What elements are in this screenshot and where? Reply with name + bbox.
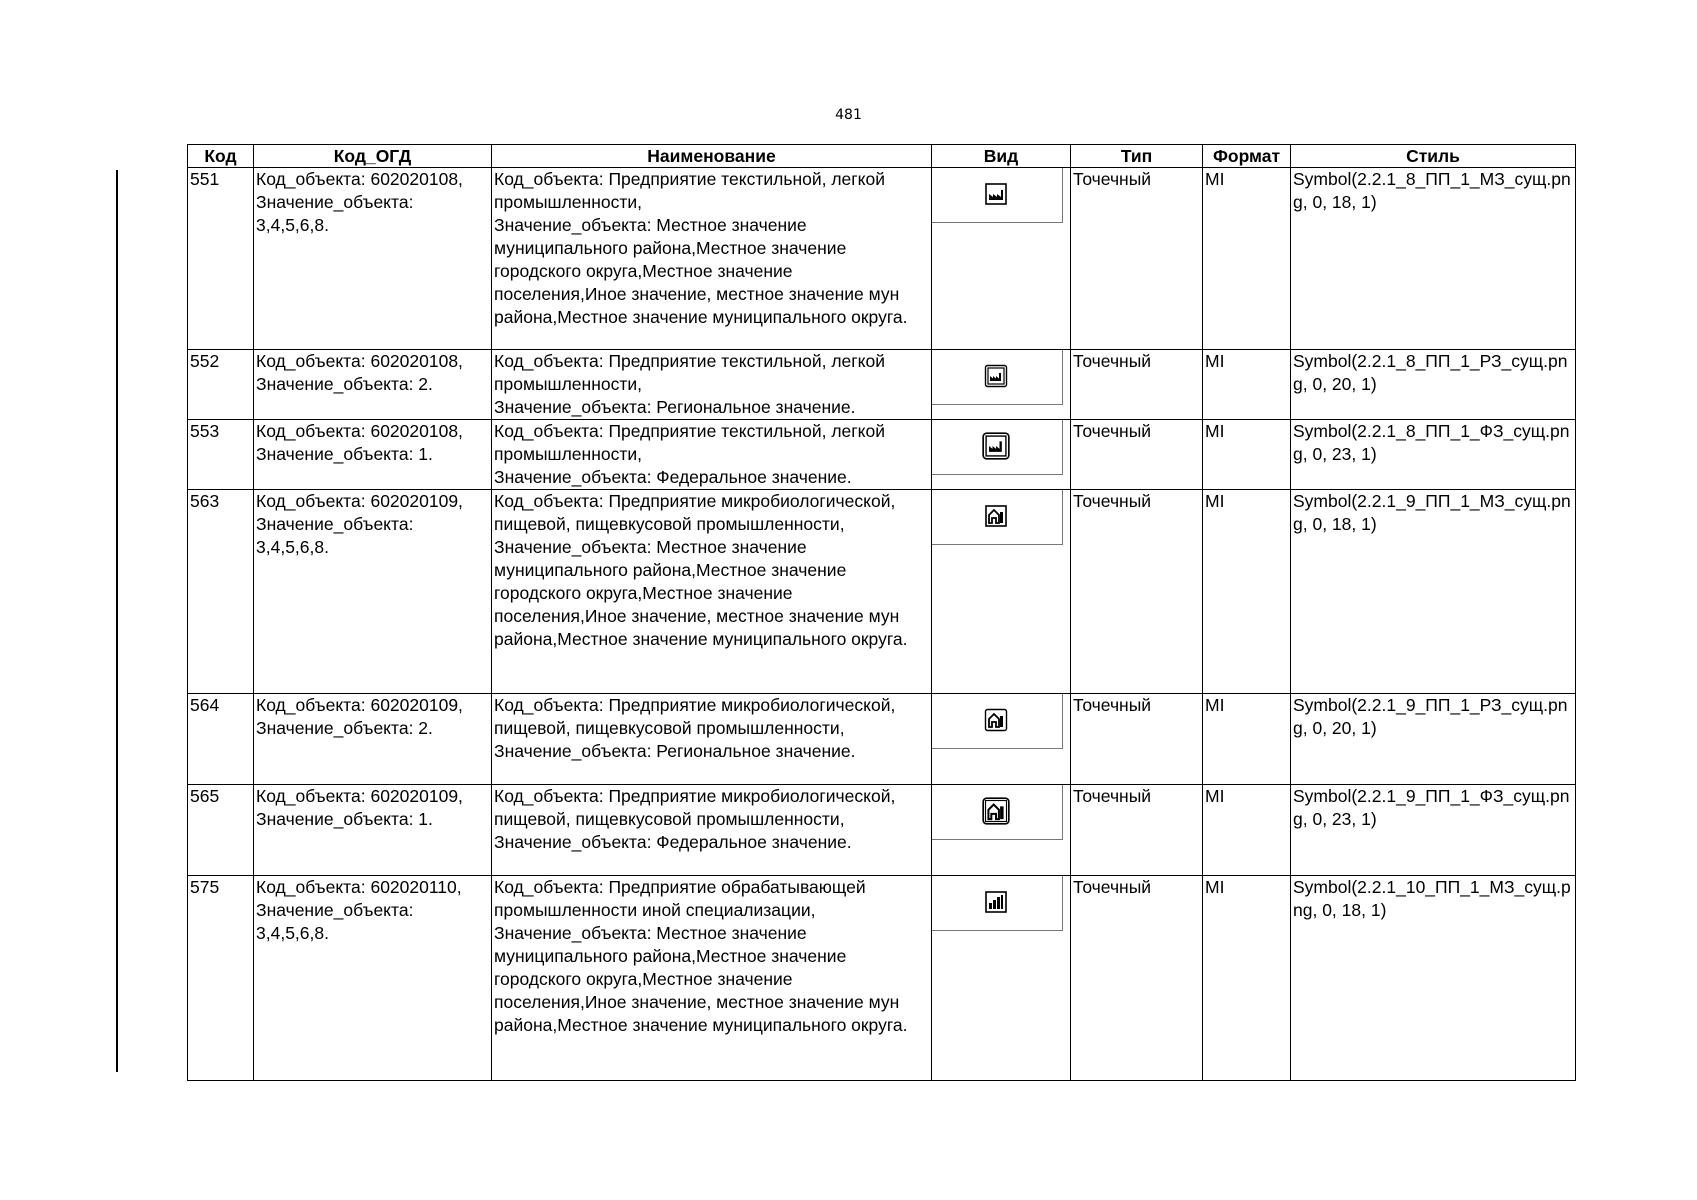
cell-type: Точечный [1071,350,1203,420]
header-kod: Код [188,145,254,168]
cell-view [932,694,1071,785]
page-number: 481 [835,107,862,123]
cell-view [932,420,1071,490]
cell-kod: 575 [188,876,254,1081]
cell-format: MI [1203,420,1291,490]
symbol-preview [932,694,1063,749]
cell-view [932,785,1071,876]
cell-kod-ogd: Код_объекта: 602020108, Значение_объекта: 3,4,5,6,8. [254,168,492,350]
cell-type: Точечный [1071,694,1203,785]
cell-kod: 551 [188,168,254,350]
cell-style: Symbol(2.2.1_8_ПП_1_ФЗ_сущ.png, 0, 23, 1) [1291,420,1576,490]
cell-type: Точечный [1071,785,1203,876]
symbol-preview [932,876,1063,931]
symbol-registry-table [187,144,1576,1081]
table-row [188,490,1576,694]
cell-type: Точечный [1071,168,1203,350]
food-industry-regional-icon [984,708,1008,732]
header-row [188,145,1576,168]
factory-local-icon [984,182,1008,206]
cell-style: Symbol(2.2.1_9_ПП_1_МЗ_сущ.png, 0, 18, 1) [1291,490,1576,694]
cell-format: MI [1203,876,1291,1081]
cell-name: Код_объекта: Предприятие микробиологической, пищевой, пищевкусовой промышленности, Значение_объекта: Федеральное значение. [492,785,932,876]
cell-kod: 563 [188,490,254,694]
cell-format: MI [1203,490,1291,694]
cell-style: Symbol(2.2.1_8_ПП_1_РЗ_сущ.png, 0, 20, 1) [1291,350,1576,420]
cell-style: Symbol(2.2.1_9_ПП_1_ФЗ_сущ.png, 0, 23, 1) [1291,785,1576,876]
cell-name: Код_объекта: Предприятие текстильной, легкой промышленности, Значение_объекта: Местное значение муниципального района,Местное значение городского округа,Местное значение поселения,Иное значение, местное значение мун района,Местное значение муниципального округа. [492,168,932,350]
cell-type: Точечный [1071,876,1203,1081]
cell-kod-ogd: Код_объекта: 602020108, Значение_объекта: 2. [254,350,492,420]
cell-kod-ogd: Код_объекта: 602020109, Значение_объекта: 1. [254,785,492,876]
cell-format: MI [1203,168,1291,350]
header-kod-ogd: Код_ОГД [254,145,492,168]
table-row [188,785,1576,876]
header-type: Тип [1071,145,1203,168]
cell-name: Код_объекта: Предприятие микробиологической, пищевой, пищевкусовой промышленности, Значение_объекта: Местное значение муниципального района,Местное значение городского округа,Местное значение поселения,Иное значение, местное значение мун района,Местное значение муниципального округа. [492,490,932,694]
header-style: Стиль [1291,145,1576,168]
food-industry-federal-icon [982,797,1010,825]
header-name: Наименование [492,145,932,168]
table-row [188,350,1576,420]
cell-style: Symbol(2.2.1_8_ПП_1_МЗ_сущ.png, 0, 18, 1) [1291,168,1576,350]
cell-format: MI [1203,350,1291,420]
header-format: Формат [1203,145,1291,168]
cell-view [932,490,1071,694]
cell-kod: 553 [188,420,254,490]
cell-kod-ogd: Код_объекта: 602020110, Значение_объекта: 3,4,5,6,8. [254,876,492,1081]
cell-kod: 564 [188,694,254,785]
cell-kod: 565 [188,785,254,876]
symbol-preview [932,490,1063,545]
table-row [188,876,1576,1081]
cell-name: Код_объекта: Предприятие микробиологической, пищевой, пищевкусовой промышленности, Значение_объекта: Региональное значение. [492,694,932,785]
table-row [188,168,1576,350]
cell-type: Точечный [1071,490,1203,694]
margin-line [116,170,118,1072]
cell-style: Symbol(2.2.1_10_ПП_1_МЗ_сущ.png, 0, 18, 1) [1291,876,1576,1081]
header-view: Вид [932,145,1071,168]
cell-view [932,350,1071,420]
table-row [188,694,1576,785]
cell-kod: 552 [188,350,254,420]
symbol-preview [932,420,1063,475]
cell-kod-ogd: Код_объекта: 602020109, Значение_объекта: 2. [254,694,492,785]
cell-view [932,876,1071,1081]
cell-format: MI [1203,785,1291,876]
food-industry-local-icon [984,504,1008,528]
cell-name: Код_объекта: Предприятие текстильной, легкой промышленности, Значение_объекта: Региональное значение. [492,350,932,420]
cell-kod-ogd: Код_объекта: 602020109, Значение_объекта: 3,4,5,6,8. [254,490,492,694]
symbol-preview [932,350,1063,405]
cell-type: Точечный [1071,420,1203,490]
cell-name: Код_объекта: Предприятие обрабатывающей промышленности иной специализации, Значение_объекта: Местное значение муниципального района,Местное значение городского округа,Местное значение поселения,Иное значение, местное значение мун района,Местное значение муниципального округа. [492,876,932,1081]
cell-kod-ogd: Код_объекта: 602020108, Значение_объекта: 1. [254,420,492,490]
symbol-preview [932,168,1063,223]
cell-name: Код_объекта: Предприятие текстильной, легкой промышленности, Значение_объекта: Федеральное значение. [492,420,932,490]
symbol-preview [932,785,1063,840]
factory-federal-icon [982,432,1010,460]
cell-format: MI [1203,694,1291,785]
cell-style: Symbol(2.2.1_9_ПП_1_РЗ_сущ.png, 0, 20, 1) [1291,694,1576,785]
factory-regional-icon [984,364,1008,388]
table-row [188,420,1576,490]
cell-view [932,168,1071,350]
manufacturing-local-icon [984,890,1008,914]
